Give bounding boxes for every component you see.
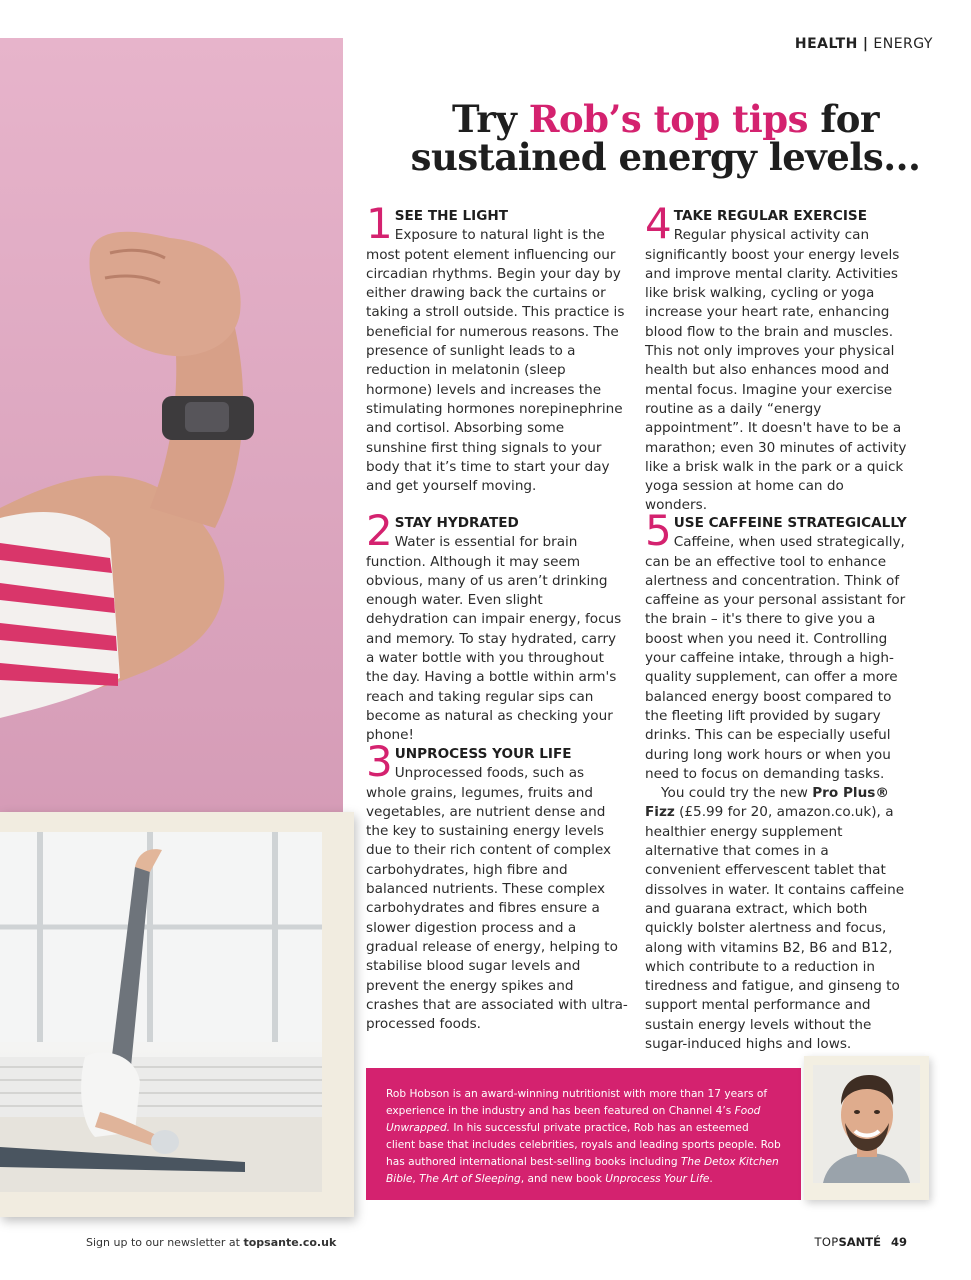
newsletter-link[interactable]: topsante.co.uk <box>243 1236 337 1249</box>
brand-sante: SANTÉ <box>838 1235 881 1249</box>
tip-1-number: 1 <box>366 199 393 248</box>
tip-5-para2-post: (£5.99 for 20, amazon.co.uk), a healthier energy supplement alternative that comes in a convenient effervescent tablet that dissolves in water. It contains caffeine and guarana extract, which both quickly bolster alertness and focus, along with vitamins B2, B6 and B12, which contribute to a reduction in tiredness and fatigue, and ginseng to support mental performance and sustain energy levels without the sugar-induced highs and lows. <box>645 804 905 1053</box>
tip-5-body: Caffeine, when used strategically, can be an effective tool to enhance alertness and concentration. Think of caffeine as your personal assistant for the brain – it's there to give you a boost when you need it. Controlling your caffeine intake, through a high-quality supplement, can offer a more balanced energy boost compared to the fleeting lift provided by sugary drinks. This can be especially useful during long work hours or when you need to focus on demanding tasks. <box>645 534 906 782</box>
subsection-name: ENERGY <box>873 36 933 52</box>
tip-5-heading: USE CAFFEINE STRATEGICALLY <box>673 515 907 531</box>
newsletter-footer <box>86 1236 336 1249</box>
tip-1 <box>366 199 628 496</box>
page-footer-brand <box>815 1235 907 1249</box>
newsletter-text: Sign up to our newsletter at <box>86 1236 244 1249</box>
bio-italic-4: Unprocess Your Life <box>605 1173 710 1185</box>
title-part-2: for <box>808 97 879 141</box>
tip-2-number: 2 <box>366 506 393 555</box>
tip-4-heading: TAKE REGULAR EXERCISE <box>673 208 867 224</box>
tip-4-body: Regular physical activity can significantly boost your energy levels and improve mental clarity. Activities like brisk walking, cycling or yoga increase your heart rate, enhancing blood flow to the brain and muscles. This not only improves your physical health but also enhances mood and mental focus. Imagine your exercise routine as a daily “energy appointment”. It doesn't have to be a marathon; even 30 minutes of activity like a brisk walk in the park or a quick yoga session at home can do wonders. <box>645 227 907 514</box>
tip-2-body: Water is essential for brain function. Although it may seem obvious, many of us aren’t drinking enough water. Even slight dehydration can impair energy, focus and memory. To stay hydrated, carry a water bottle with you throughout the day. Having a bottle within arm's reach and taking regular sips can become as natural as checking your phone! <box>366 534 622 744</box>
author-bio <box>366 1068 801 1200</box>
bio-text-4: , and new book <box>520 1173 606 1185</box>
section-label <box>795 36 933 52</box>
tip-5 <box>645 506 907 1054</box>
tip-1-heading: SEE THE LIGHT <box>394 208 509 224</box>
title-part-1: Try <box>452 97 529 141</box>
page-number: 49 <box>890 1235 907 1249</box>
title-line-2: sustained energy levels... <box>410 135 921 179</box>
bio-text-1: Rob Hobson is an award-winning nutritionist with more than 17 years of experience in the industry and has been featured on Channel 4’s <box>386 1088 768 1117</box>
tip-1-body: Exposure to natural light is the most potent element influencing our circadian rhythms. Begin your day by either drawing back the curtains or taking a stroll outside. This practice is beneficial for numerous reasons. The presence of sunlight leads to a reduction in melatonin (sleep hormone) levels and increases the stimulating hormones norepinephrine and cortisol. Absorbing some sunshine first thing signals to your body that it’s time to start your day and get yourself moving. <box>366 227 625 495</box>
tip-5-product-name: Pro Plus® Fizz <box>645 785 889 821</box>
yoga-illustration <box>0 832 322 1192</box>
tip-4-number: 4 <box>645 199 672 248</box>
arm-illustration <box>0 38 343 880</box>
bio-italic-3: The Art of Sleeping <box>419 1173 521 1185</box>
author-portrait-illustration <box>813 1065 920 1183</box>
tip-3-heading: UNPROCESS YOUR LIFE <box>394 746 572 762</box>
article-title <box>360 97 971 179</box>
tip-3-body: Unprocessed foods, such as whole grains, legumes, fruits and vegetables, are nutrient dense and the key to sustaining energy levels due to their rich content of complex carbohydrates, high fibre and balanced nutrients. These complex carbohydrates and fibres ensure a slower digestion process and a gradual release of energy, helping to stabilise blood sugar levels and prevent the energy spikes and crashes that are associated with ultra-processed foods. <box>366 765 628 1033</box>
tip-5-number: 5 <box>645 506 672 555</box>
yoga-photo-frame <box>0 812 354 1217</box>
title-line-1 <box>360 97 971 141</box>
author-portrait-frame <box>804 1056 929 1200</box>
brand-top: TOP <box>814 1235 839 1249</box>
tip-4 <box>645 199 907 516</box>
bio-text-2: In his successful private practice, Rob has an esteemed client base that includes celebrities, royals and leading sports people. Rob has authored international best-selling books including <box>386 1122 781 1168</box>
yoga-photo <box>0 832 322 1192</box>
arm-flex-photo <box>0 38 343 880</box>
section-separator: | <box>862 36 869 52</box>
bio-text-5: . <box>709 1173 713 1185</box>
tip-3-number: 3 <box>366 737 393 786</box>
tip-2-heading: STAY HYDRATED <box>394 515 519 531</box>
tip-5-product-paragraph <box>645 784 907 1054</box>
tip-2 <box>366 506 628 746</box>
section-name: HEALTH <box>794 36 858 52</box>
tip-3 <box>366 737 628 1034</box>
tip-5-para2-pre: You could try the new <box>661 785 813 802</box>
bio-italic-1: Food Unwrapped. <box>386 1105 761 1134</box>
title-accent: Rob’s top tips <box>528 97 808 141</box>
bio-italic-2: The Detox Kitchen Bible <box>386 1156 779 1185</box>
bio-text-3: , <box>412 1173 420 1185</box>
author-portrait <box>813 1065 920 1183</box>
